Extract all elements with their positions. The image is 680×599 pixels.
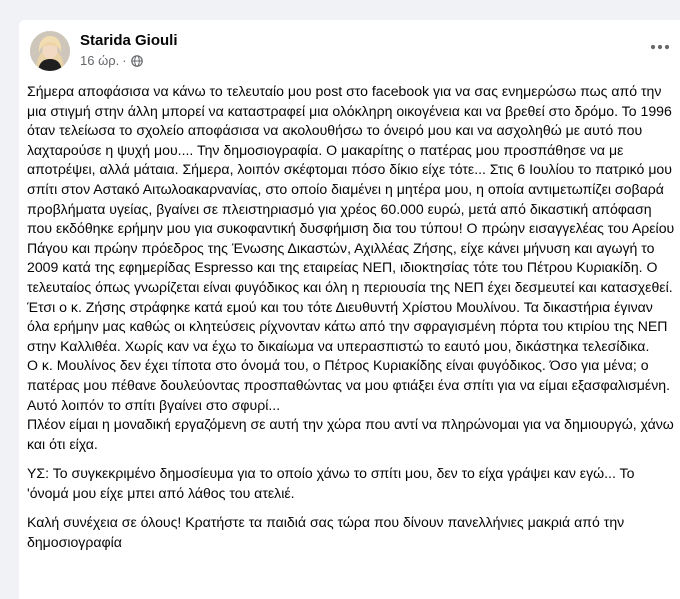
post-paragraph: Ο κ. Μουλίνος δεν έχει τίποτα στο όνομά του, ο Πέτρος Κυριακίδης είναι φυγόδικος. Όσο για μένα; ο πατέρας μου πέθανε δουλεύοντας προσπαθώντας να μου φτιάξει ένα σπίτι για να είμαι εξασφαλισμένη. Αυτό λοιπόν το σπίτι βγαίνει στο σφυρί...: [27, 357, 671, 413]
avatar-image: [30, 31, 70, 71]
author-avatar[interactable]: [30, 31, 70, 71]
post-paragraph: ΥΣ: Το συγκεκριμένο δημοσίευμα για το οποίο χάνω το σπίτι μου, δεν το είχα γράψει καν εγώ... Το 'όνομά μου είχε μπει από λάθος του ατελιέ.: [27, 465, 635, 501]
post-timestamp[interactable]: 16 ώρ.: [80, 53, 120, 68]
post-paragraph: Καλή συνέχεια σε όλους! Κρατήστε τα παιδιά σας τώρα που δίνουν πανελλήνιες μακριά από την δημοσιογραφία: [27, 514, 625, 551]
post-paragraph: Πλέον είμαι η μοναδική εργαζόμενη σε αυτή την χώρα που αντί να πληρώνομαι για να δημιουργώ, χάνω και ότι είχα.: [27, 416, 674, 452]
post-card: [19, 20, 680, 599]
post-paragraph: Σήμερα αποφάσισα να κάνω το τελευταίο μου post στο facebook για να σας ενημερώσω πως από την μια στιγμή στην άλλη μπορεί να καταστραφεί μια ολόκληρη οικογένεια και να βρεθεί στο δρόμο. Το 1996 όταν τελείωσα το σχολείο αποφάσισα να ακολουθήσω το όνειρό μου και να ασχοληθώ με αυτό που λαχταρούσε η ψυχή μου.... Την δημοσιογραφία. Ο μακαρίτης ο πατέρας μου προσπάθησε να με αποτρέψει, αλλά μάταια. Σήμερα, λοιπόν σκέφτομαι πόσο δίκιο είχε τότε... Στις 6 Ιουλίου το πατρικό μου σπίτι στον Αστακό Αιτωλοακαρνανίας, στο οποίο διαμένει η μητέρα μου, η οποία αντιμετωπίζει σοβαρά προβλήματα υγείας, βγαίνει σε πλειστηριασμό για χρέος 60.000 ευρώ, μετά από δικαστική απόφαση που εκδόθηκε ερήμην μου για συκοφαντική δυσφήμιση δια του τύπου! Ο πρώην εισαγγελέας του Αρείου Πάγου και πρώην πρόεδρος της Ένωσης Δικαστών, Αχιλλέας Ζήσης, είχε κάνει μήνυση και αγωγή το 2009 κατά της εφημερίδας Espresso και της εταιρείας ΝΕΠ, ιδιοκτησίας τότε του Πέτρου Κυριακίδη. Ο τελευταίος όπως γνωρίζεται είναι φυγόδικος και όλη η περιουσία της ΝΕΠ έχει δεσμευτεί και κατασχεθεί. Έτσι ο κ. Ζήσης στράφηκε κατά εμού και του τότε Διευθυντή Χρίστου Μουλίνου. Τα δικαστήρια έγιναν όλα ερήμην μας καθώς οι κλητεύσεις ρίχνονταν κάτω από την σφραγισμένη πόρτα του κτιρίου της ΝΕΠ στην Καλλιθέα. Χωρίς καν να έχω το δικαίωμα να υπερασπιστώ το εαυτό μου, δικάστηκα τελεσίδικα.: [27, 83, 675, 354]
meta-separator: ·: [122, 53, 127, 68]
post-meta: [80, 53, 143, 68]
post-body: [27, 82, 675, 553]
globe-icon: [131, 55, 143, 67]
more-options-icon[interactable]: [648, 39, 672, 55]
author-name[interactable]: Starida Giouli: [80, 32, 178, 49]
